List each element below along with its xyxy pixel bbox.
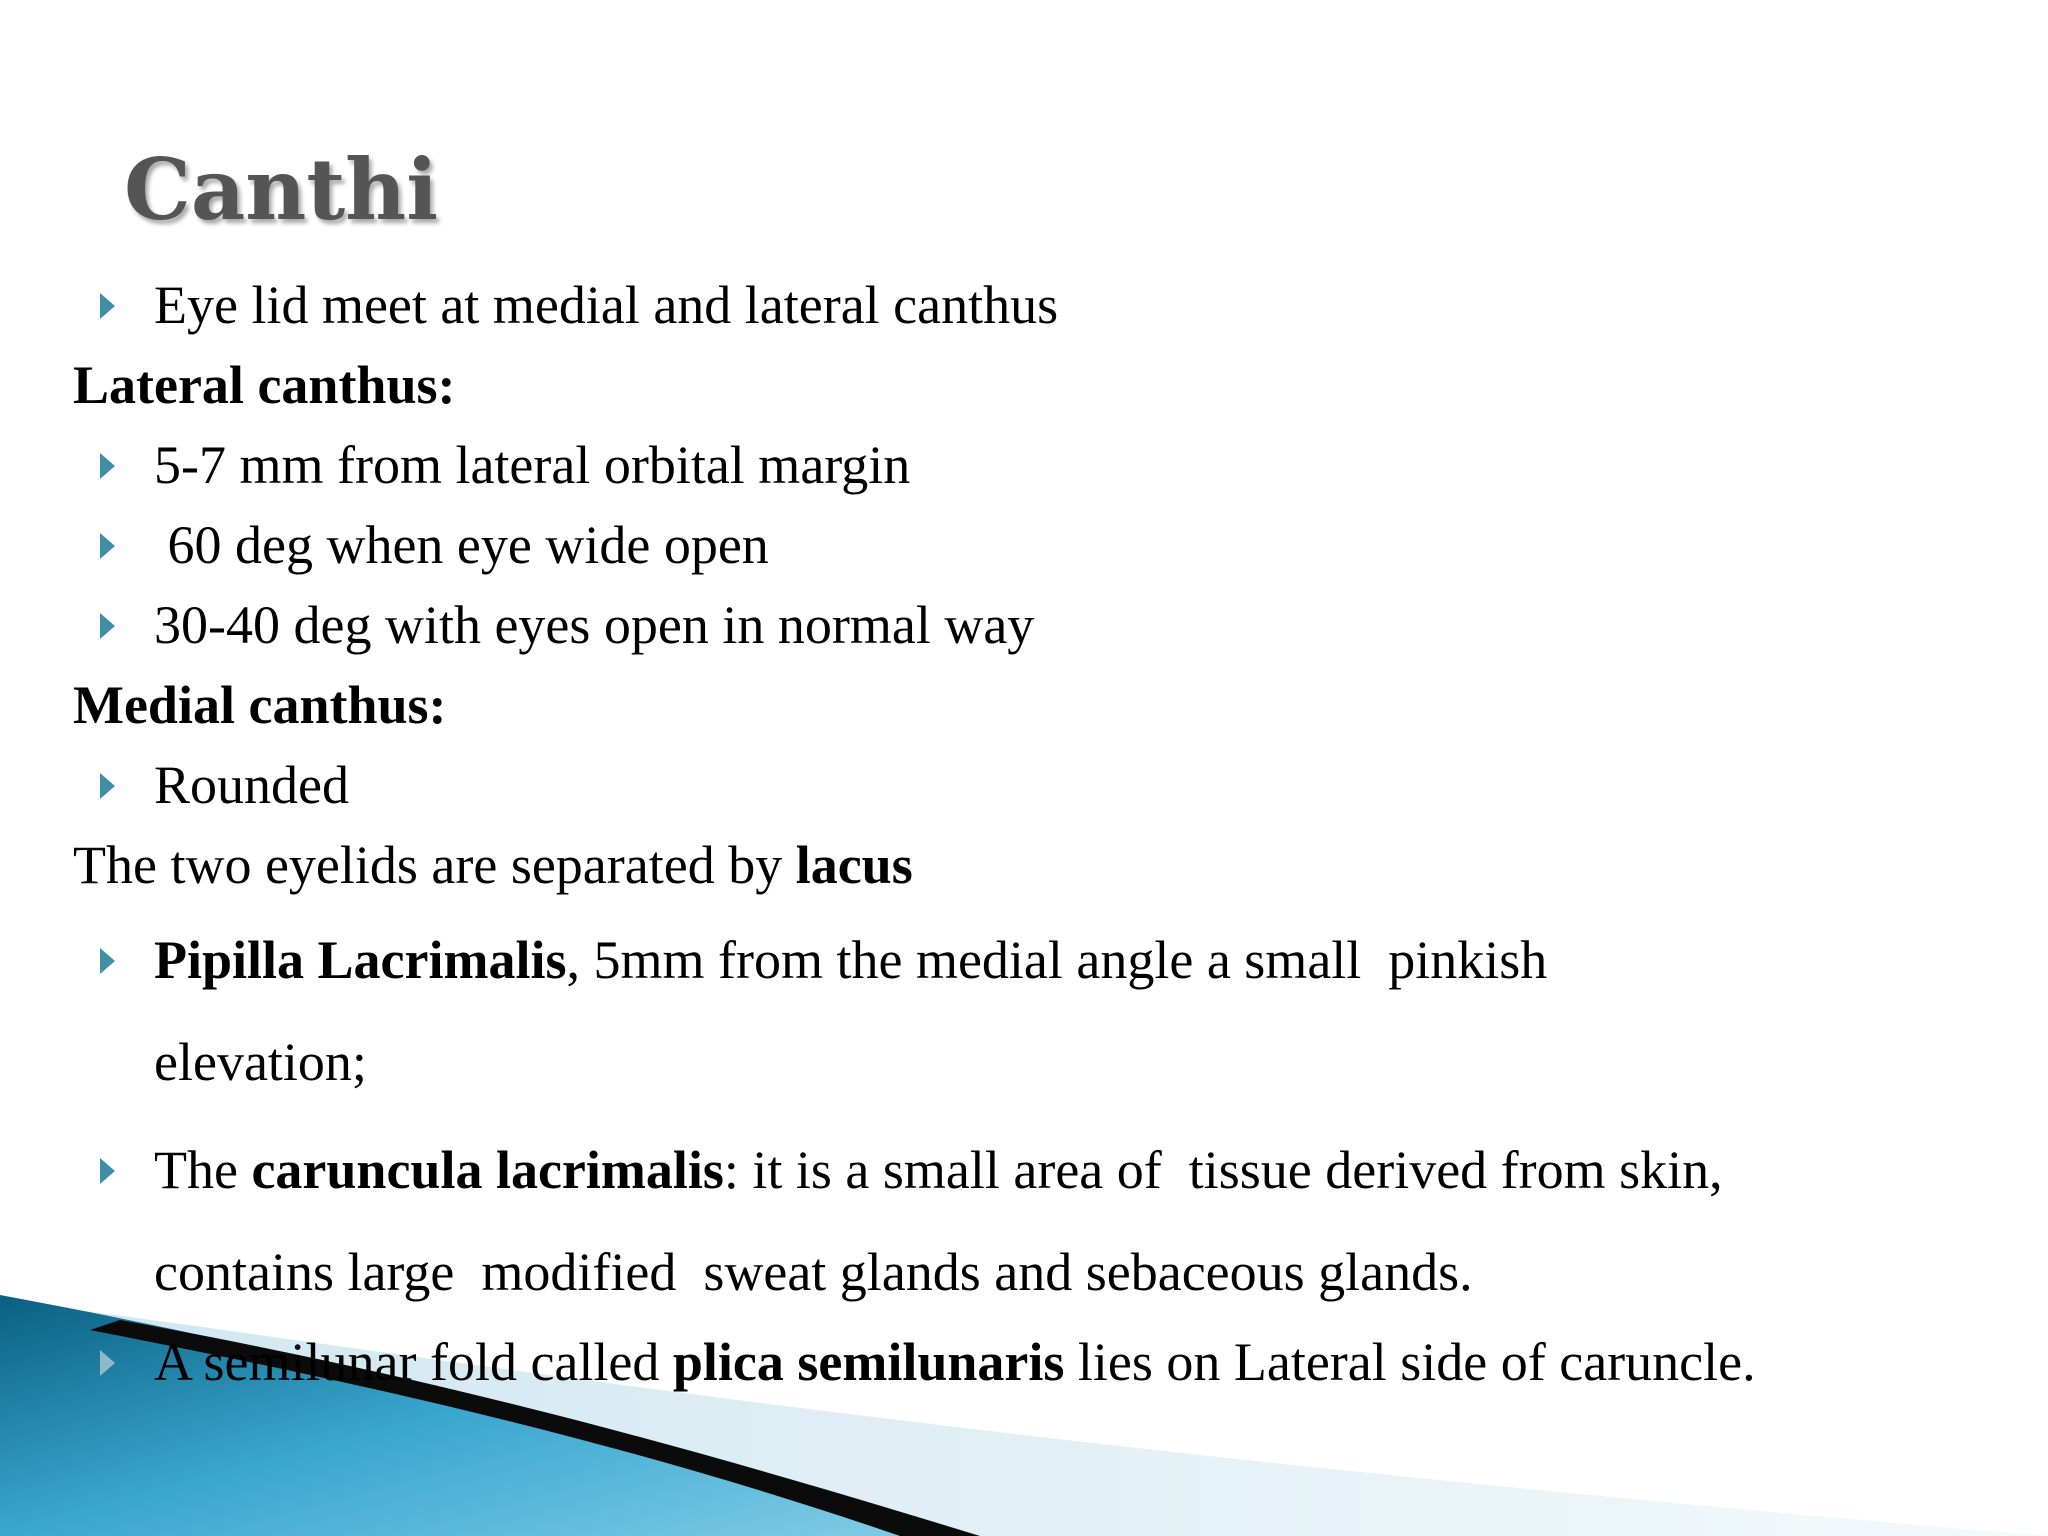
caruncula-pre: The [154, 1140, 252, 1200]
papilla-text: , 5mm from the medial angle a small pinkish [566, 930, 1548, 990]
bullet-arrow-icon [100, 533, 115, 559]
medial-canthus-heading: Medial canthus: [73, 675, 447, 735]
bullet-arrow-icon [100, 1158, 115, 1184]
bullet-arrow-icon [100, 948, 115, 974]
bullet-arrow-icon [100, 453, 115, 479]
lacus-term: lacus [795, 835, 913, 895]
papilla-continuation: elevation; [154, 1032, 367, 1092]
papilla-line [154, 928, 1547, 992]
bullet-arrow-icon [100, 1350, 115, 1376]
plica-post: lies on Lateral side of caruncle. [1064, 1332, 1756, 1392]
lateral-item: 60 deg when eye wide open [154, 515, 769, 575]
plica-line [154, 1330, 1756, 1394]
lateral-canthus-heading: Lateral canthus: [73, 355, 456, 415]
bullet-arrow-icon [100, 773, 115, 799]
lateral-item: 30-40 deg with eyes open in normal way [154, 595, 1035, 655]
slide-title: Canthi [124, 140, 439, 239]
lateral-item: 5-7 mm from lateral orbital margin [154, 435, 911, 495]
lacus-sentence [73, 833, 913, 897]
plica-term: plica semilunaris [672, 1332, 1065, 1392]
plica-pre: A semilunar fold called [154, 1332, 673, 1392]
bullet-arrow-icon [100, 613, 115, 639]
medial-item: Rounded [154, 755, 349, 815]
caruncula-term: caruncula lacrimalis [251, 1140, 724, 1200]
bullet-arrow-icon [100, 293, 115, 319]
bullet-intro: Eye lid meet at medial and lateral canthus [154, 275, 1059, 335]
papilla-term: Pipilla Lacrimalis [154, 930, 567, 990]
caruncula-text: : it is a small area of tissue derived from skin, [723, 1140, 1723, 1200]
caruncula-continuation: contains large modified sweat glands and sebaceous glands. [154, 1242, 1473, 1302]
caruncula-line [154, 1138, 1723, 1202]
lacus-text: The two eyelids are separated by [73, 835, 796, 895]
